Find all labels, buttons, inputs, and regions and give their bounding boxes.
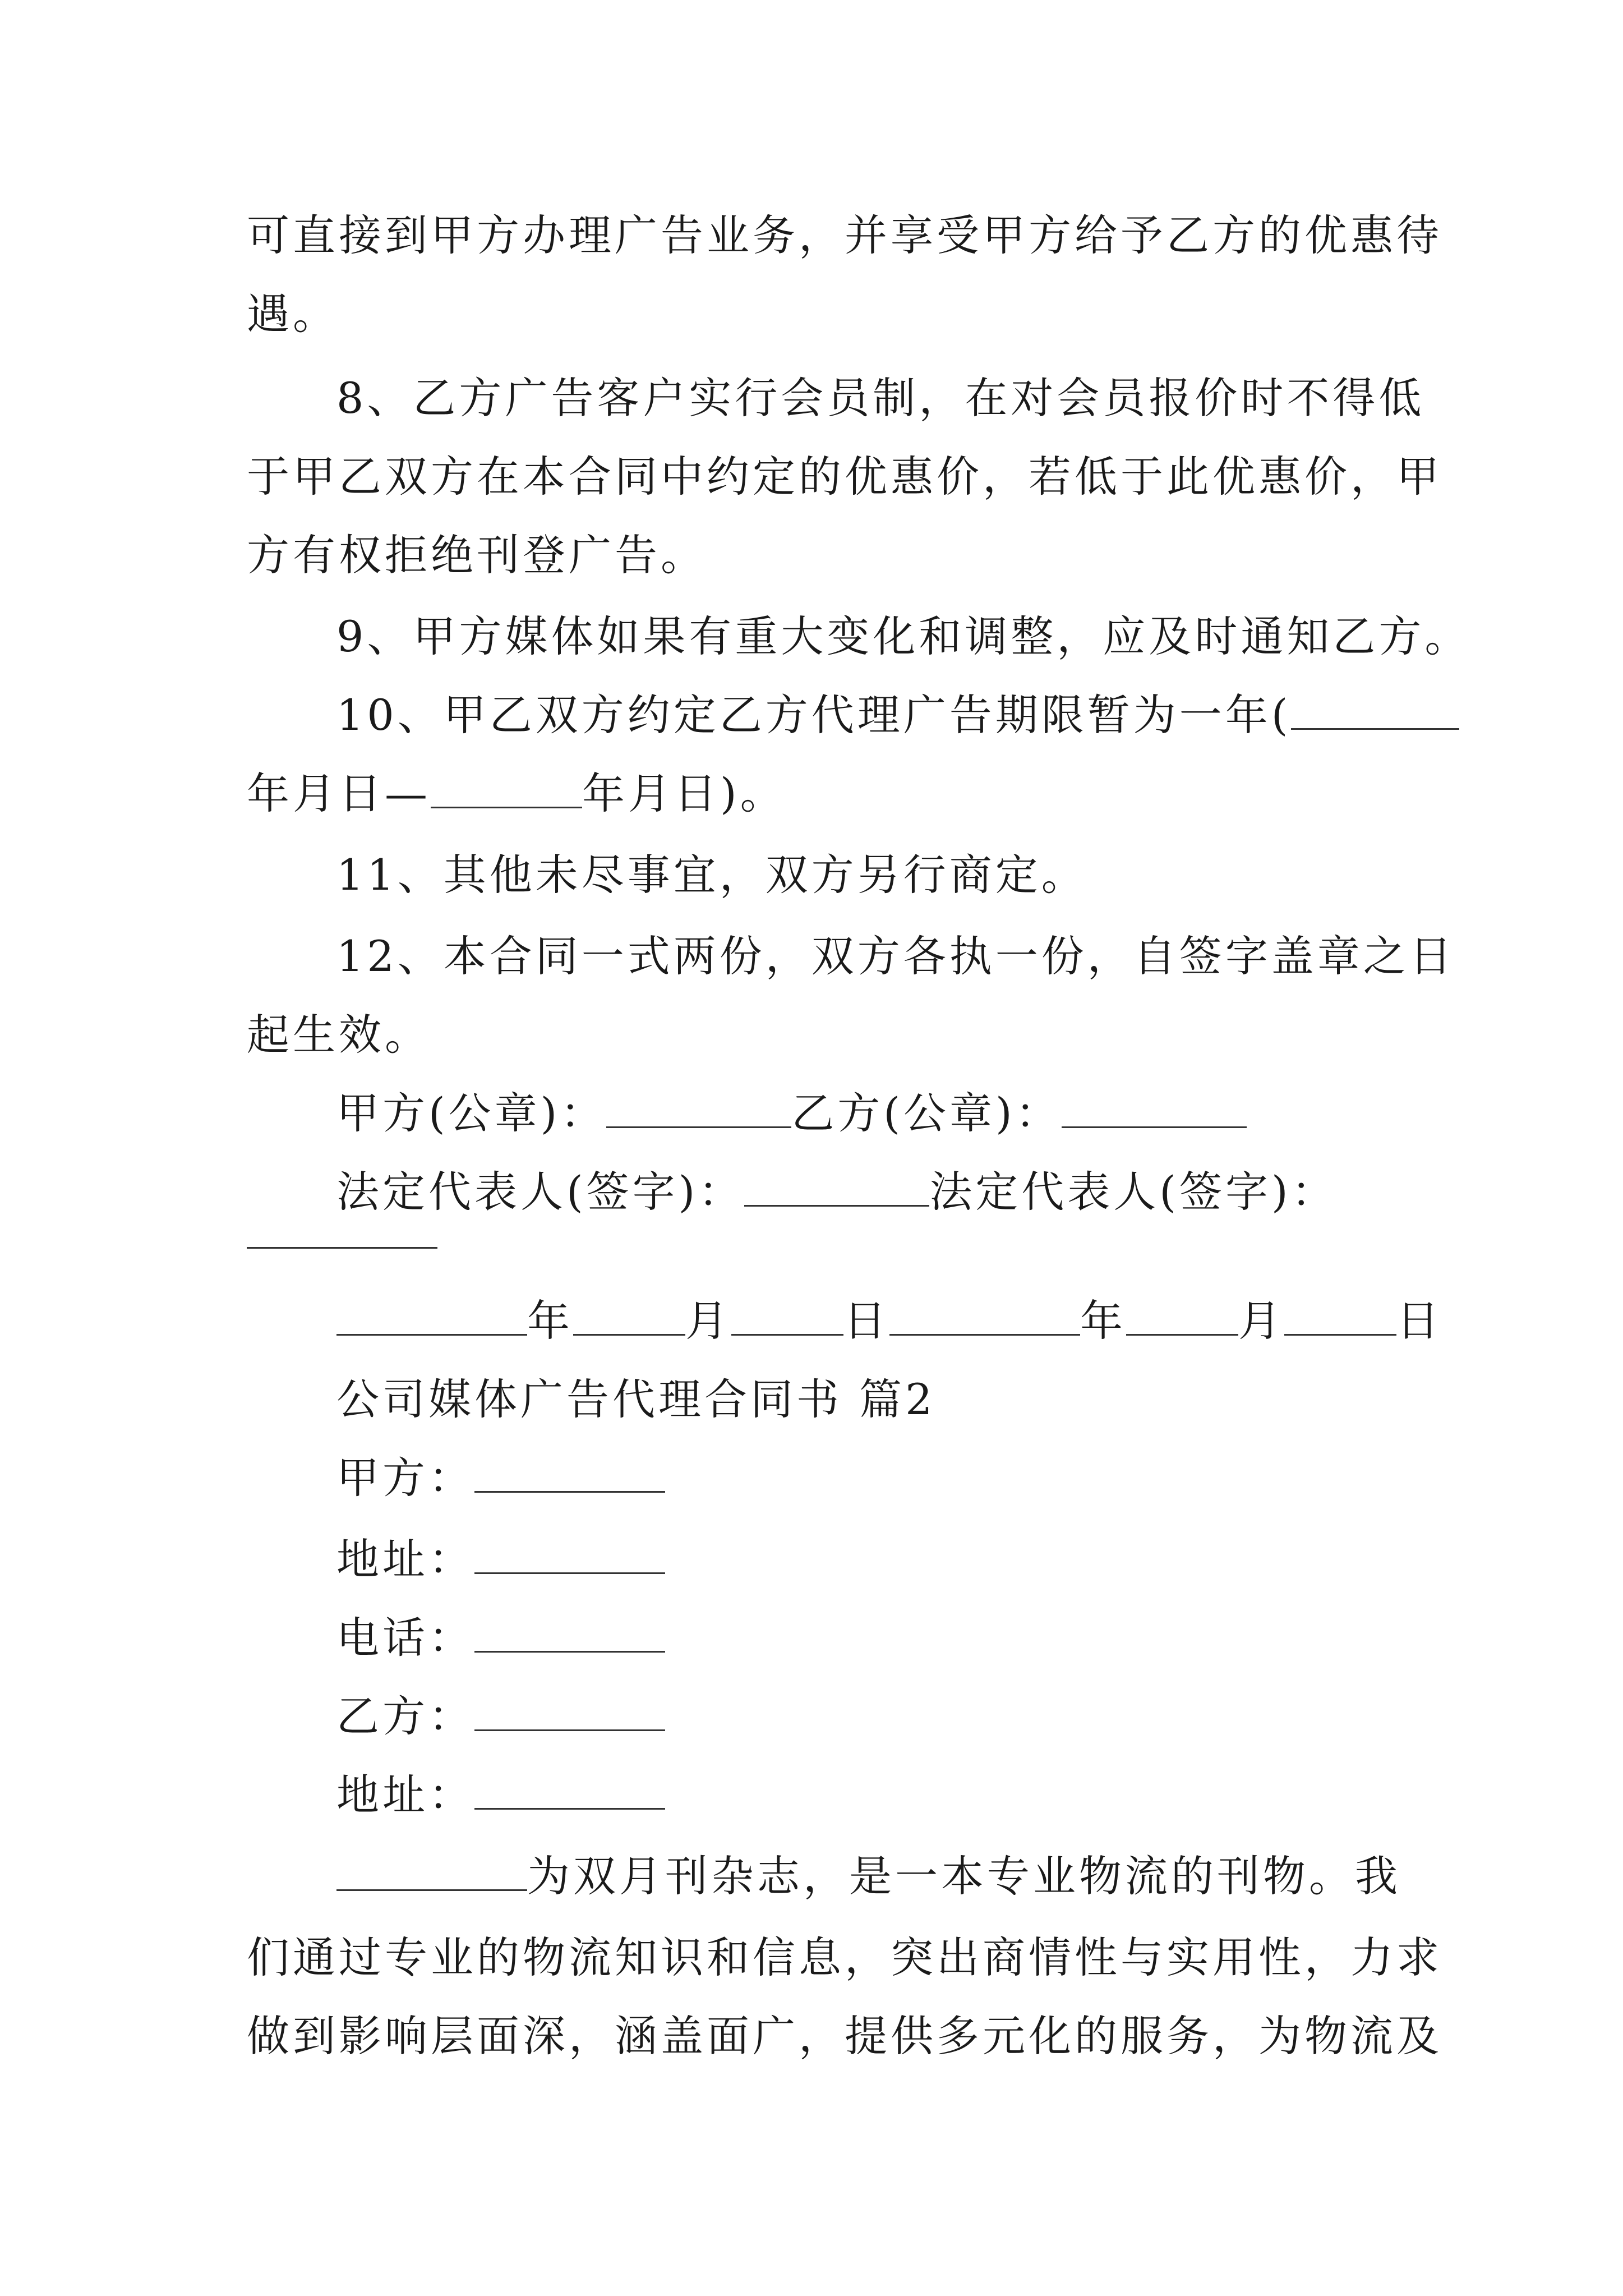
text-span: 年月日— <box>247 769 431 818</box>
fill-blank <box>247 1208 437 1249</box>
clause-8 <box>336 370 1424 426</box>
text-span: 乙方： <box>336 1691 474 1741</box>
fill-blank <box>744 1166 929 1207</box>
rep-a-label: 法定代表人(签字)： <box>336 1167 745 1217</box>
text-span: 做到影响层面深，涵盖面广，提供多元化的服务，为物流及 <box>247 2011 1442 2061</box>
fill-blank <box>731 1295 843 1336</box>
text-line <box>247 766 786 822</box>
day-label: 日 <box>1396 1296 1442 1346</box>
fill-blank <box>573 1295 685 1336</box>
month-label: 月 <box>685 1296 731 1346</box>
text-line <box>247 208 1442 264</box>
fill-blank <box>336 1295 527 1336</box>
fill-blank <box>336 1850 527 1891</box>
clause-9 <box>336 609 1470 665</box>
text-span: 们通过专业的物流知识和信息，突出商情性与实用性，力求 <box>247 1932 1442 1982</box>
fill-blank <box>889 1295 1080 1336</box>
text-span: 起生效。 <box>247 1010 431 1060</box>
fill-blank <box>1284 1295 1396 1336</box>
text-span: 甲方： <box>336 1453 474 1503</box>
fill-blank <box>474 1769 665 1810</box>
year-label: 年 <box>1080 1296 1126 1346</box>
date-line <box>336 1293 1442 1349</box>
text-span: 11、其他未尽事宜，双方另行商定。 <box>336 850 1087 900</box>
text-span: 公司媒体广告代理合同书 篇2 <box>336 1374 936 1424</box>
text-span: 9、甲方媒体如果有重大变化和调整，应及时通知乙方。 <box>336 611 1471 661</box>
month-label: 月 <box>1238 1296 1284 1346</box>
clause-10 <box>336 687 1459 743</box>
address-a-line <box>336 1531 665 1588</box>
fill-blank <box>474 1452 665 1493</box>
year-label: 年 <box>527 1296 573 1346</box>
clause-11 <box>336 847 1087 903</box>
text-line <box>247 527 707 583</box>
text-span: 8、乙方广告客户实行会员制，在对会员报价时不得低 <box>336 373 1425 423</box>
party-a-line <box>336 1450 665 1506</box>
text-span: 电话： <box>336 1613 474 1663</box>
paragraph-line <box>247 1930 1442 1986</box>
representative-line <box>336 1164 1338 1220</box>
text-line <box>247 286 339 342</box>
fill-blank <box>606 1087 791 1128</box>
text-span: 地址： <box>336 1534 474 1584</box>
day-label: 日 <box>843 1296 889 1346</box>
rep-b-label: 法定代表人(签字)： <box>929 1167 1338 1217</box>
paragraph-line <box>247 2008 1442 2064</box>
fill-blank <box>474 1533 665 1574</box>
fill-blank <box>1062 1087 1247 1128</box>
text-line <box>247 449 1442 505</box>
text-span: 可直接到甲方办理广告业务，并享受甲方给予乙方的优惠待 <box>247 210 1442 260</box>
text-line <box>247 1007 431 1063</box>
paragraph-line <box>336 1848 1401 1904</box>
text-span: 12、本合同一式两份，双方各执一份，自签字盖章之日 <box>336 931 1455 981</box>
text-span: 遇。 <box>247 289 339 339</box>
fill-blank <box>1291 689 1459 730</box>
text-line <box>247 1206 437 1262</box>
text-span: 方有权拒绝刊登广告。 <box>247 530 707 580</box>
section-title <box>336 1372 936 1428</box>
text-span: 年月日)。 <box>582 769 786 818</box>
text-span: 地址： <box>336 1770 474 1820</box>
phone-line <box>336 1610 665 1666</box>
fill-blank <box>1126 1295 1238 1336</box>
fill-blank <box>474 1612 665 1653</box>
party-a-seal-label: 甲方(公章)： <box>336 1088 607 1138</box>
text-span: 10、甲乙双方约定乙方代理广告期限暂为一年( <box>336 690 1292 740</box>
clause-12 <box>336 928 1455 984</box>
fill-blank <box>431 767 582 808</box>
address-b-line <box>336 1767 665 1823</box>
text-span: 于甲乙双方在本合同中约定的优惠价，若低于此优惠价，甲 <box>247 452 1442 501</box>
party-b-line <box>336 1688 665 1745</box>
fill-blank <box>474 1690 665 1731</box>
party-b-seal-label: 乙方(公章)： <box>791 1088 1062 1138</box>
seal-line <box>336 1085 1247 1142</box>
text-span: 为双月刊杂志，是一本专业物流的刊物。我 <box>527 1851 1401 1901</box>
